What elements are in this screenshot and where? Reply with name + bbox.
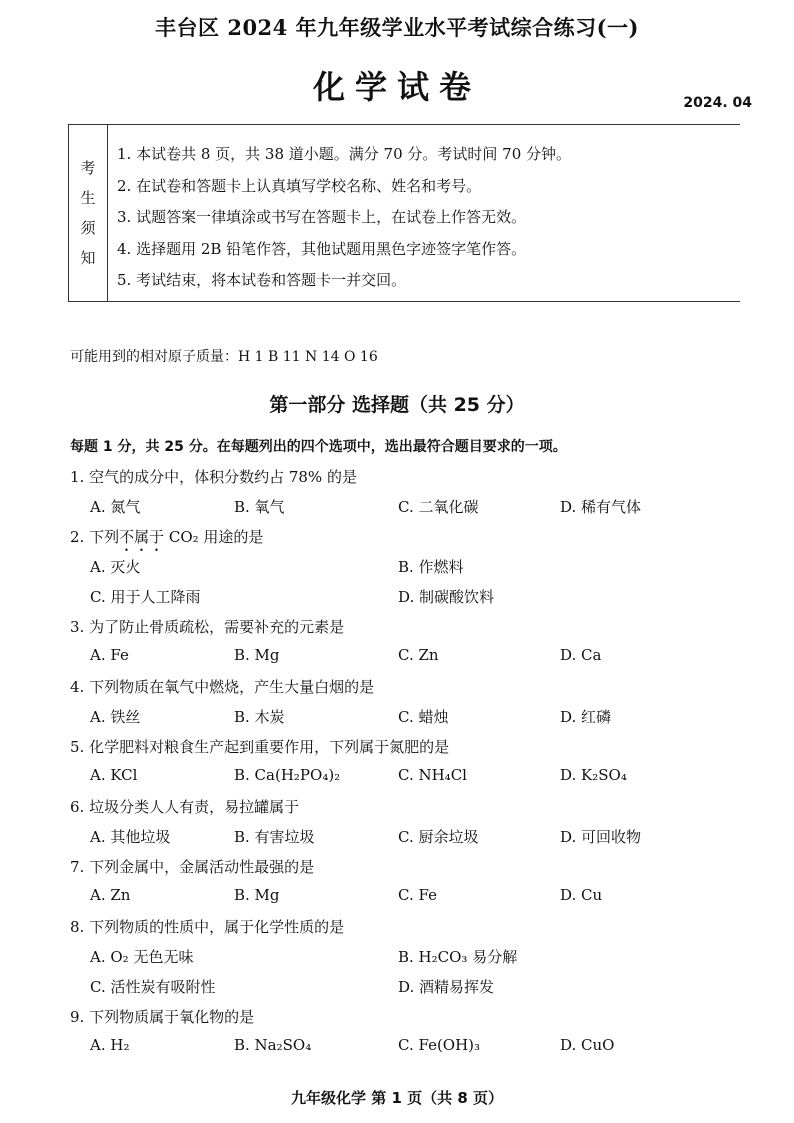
question-5-option-a: A. KCl — [90, 766, 138, 784]
question-7-stem: 7. 下列金属中，金属活动性最强的是 — [70, 858, 315, 876]
question-2-option-a: A. 灭火 — [90, 558, 141, 576]
question-6-stem: 6. 垃圾分类人人有责，易拉罐属于 — [70, 798, 300, 816]
question-6-option-b: B. 有害垃圾 — [234, 828, 315, 846]
question-3-option-d: D. Ca — [560, 646, 602, 664]
question-2-stem-start: 2. 下列 — [70, 528, 120, 546]
notice-item: 1. 本试卷共 8 页，共 38 道小题。满分 70 分。考试时间 70 分钟。 — [117, 145, 572, 163]
notice-label-char: 须 — [80, 219, 96, 237]
question-8-stem: 8. 下列物质的性质中，属于化学性质的是 — [70, 918, 345, 936]
question-6-option-a: A. 其他垃圾 — [90, 828, 171, 846]
section-instructions: 每题 1 分，共 25 分。在每题列出的四个选项中，选出最符合题目要求的一项。 — [70, 439, 567, 455]
question-2-emphasis: 不属于 — [119, 528, 165, 546]
question-9-option-d: D. CuO — [560, 1036, 615, 1054]
question-5-option-b: B. Ca(H₂PO₄)₂ — [234, 766, 341, 784]
question-8-option-d: D. 酒精易挥发 — [398, 978, 495, 996]
atomic-masses: 可能用到的相对原子质量：H 1 B 11 N 14 O 16 — [70, 349, 378, 365]
notice-item: 3. 试题答案一律填涂或书写在答题卡上，在试卷上作答无效。 — [117, 208, 527, 226]
notice-item: 2. 在试卷和答题卡上认真填写学校名称、姓名和考号。 — [117, 176, 482, 195]
question-4-option-d: D. 红磷 — [560, 708, 612, 726]
question-4-option-c: C. 蜡烛 — [398, 708, 449, 726]
question-2-option-c: C. 用于人工降雨 — [90, 588, 201, 606]
page-title: 化学试卷 — [312, 68, 481, 106]
question-9-option-c: C. Fe(OH)₃ — [398, 1036, 481, 1054]
question-9-stem: 9. 下列物质属于氧化物的是 — [70, 1008, 255, 1026]
question-7-option-c: C. Fe — [398, 886, 437, 904]
question-3-option-a: A. Fe — [90, 646, 129, 664]
notice-item: 5. 考试结束，将本试卷和答题卡一并交回。 — [117, 271, 407, 289]
question-7-option-d: D. Cu — [560, 886, 603, 904]
question-2-stem — [70, 526, 263, 555]
question-2-stem-end: CO₂ 用途的是 — [164, 528, 264, 546]
notice-label — [69, 125, 108, 301]
candidate-notice-box — [68, 124, 740, 302]
question-6-option-c: C. 厨余垃圾 — [398, 828, 479, 846]
question-2-option-b: B. 作燃料 — [398, 558, 464, 576]
question-5-stem: 5. 化学肥料对粮食生产起到重要作用，下列属于氮肥的是 — [70, 738, 450, 756]
exam-header-title: 丰台区 2024 年九年级学业水平考试综合练习(一) — [155, 15, 639, 40]
question-7-option-b: B. Mg — [234, 886, 280, 904]
question-4-option-a: A. 铁丝 — [90, 708, 141, 726]
notice-label-char: 考 — [80, 159, 96, 177]
question-3-option-b: B. Mg — [234, 646, 280, 664]
question-2-option-d: D. 制碳酸饮料 — [398, 588, 495, 606]
notice-label-char: 知 — [80, 249, 96, 267]
question-8-option-a: A. O₂ 无色无味 — [90, 948, 194, 966]
notice-list — [117, 139, 571, 297]
exam-date: 2024. 04 — [683, 95, 752, 111]
question-9-option-a: A. H₂ — [90, 1036, 130, 1054]
section-title: 第一部分 选择题（共 25 分） — [269, 394, 525, 416]
notice-item: 4. 选择题用 2B 铅笔作答，其他试题用黑色字迹签字笔作答。 — [117, 239, 527, 258]
question-3-option-c: C. Zn — [398, 646, 439, 664]
question-4-option-b: B. 木炭 — [234, 708, 285, 726]
question-9-option-b: B. Na₂SO₄ — [234, 1036, 312, 1054]
question-1-option-b: B. 氧气 — [234, 498, 285, 516]
page-footer: 九年级化学 第 1 页（共 8 页） — [291, 1089, 503, 1107]
question-1-option-d: D. 稀有气体 — [560, 498, 642, 516]
question-8-option-b: B. H₂CO₃ 易分解 — [398, 948, 518, 966]
question-3-stem: 3. 为了防止骨质疏松，需要补充的元素是 — [70, 618, 345, 636]
question-8-option-c: C. 活性炭有吸附性 — [90, 978, 216, 996]
question-7-option-a: A. Zn — [90, 886, 131, 904]
question-1-option-a: A. 氮气 — [90, 498, 141, 516]
question-5-option-d: D. K₂SO₄ — [560, 766, 627, 784]
question-6-option-d: D. 可回收物 — [560, 828, 642, 846]
question-4-stem: 4. 下列物质在氧气中燃烧，产生大量白烟的是 — [70, 678, 375, 696]
question-1-option-c: C. 二氧化碳 — [398, 498, 479, 516]
notice-label-char: 生 — [80, 189, 96, 207]
question-1-stem: 1. 空气的成分中，体积分数约占 78% 的是 — [70, 468, 357, 486]
question-5-option-c: C. NH₄Cl — [398, 766, 467, 784]
